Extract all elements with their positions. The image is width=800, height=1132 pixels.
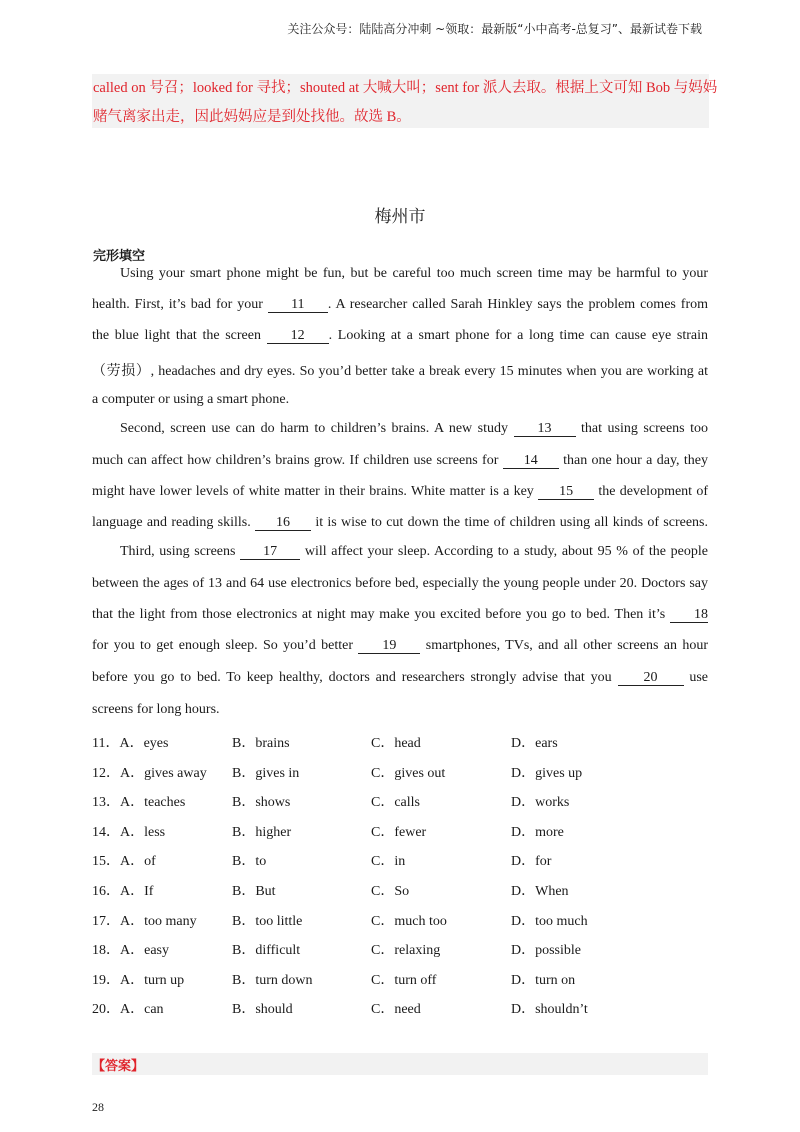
option-a: 17．A．too many	[92, 913, 197, 929]
option-c: C．much too	[371, 913, 447, 929]
option-a: 12．A．gives away	[92, 765, 207, 781]
blank-17: 17	[240, 544, 300, 560]
option-b: B．higher	[232, 824, 292, 840]
option-b: B．shows	[232, 795, 291, 811]
option-b: B．turn down	[232, 972, 313, 988]
blank-15: 15	[538, 484, 594, 500]
option-b: B．to	[232, 854, 267, 870]
blank-16: 16	[255, 515, 311, 531]
option-a: 11．A．eyes	[92, 736, 169, 751]
passage-line: for you to get enough sleep. So you’d better 19 smartphones, TVs, and all other screens an hour	[92, 638, 709, 653]
option-row	[92, 762, 708, 780]
option-d: D．for	[511, 854, 552, 870]
option-a: 15．A．of	[92, 854, 156, 870]
page-header: 关注公众号：陆陆高分冲刺 ~领取：最新版“小中高考-总复习”、最新试卷下载	[287, 22, 702, 36]
option-row	[92, 821, 708, 839]
option-a: 19．A．turn up	[92, 972, 185, 988]
passage-line: the blue light that the screen 12 . Looking at a smart phone for a long time can cause eye strain	[92, 328, 709, 343]
explanation-box	[92, 74, 718, 128]
option-b: B．But	[232, 884, 276, 899]
passage-line: before you go to bed. To keep healthy, doctors and researchers strongly advise that you 20 use	[92, 670, 709, 685]
option-c: C．So	[371, 884, 410, 899]
option-d: D．turn on	[511, 972, 576, 988]
blank-12: 12	[267, 328, 329, 344]
option-d: D．works	[511, 795, 570, 811]
option-d: D．gives up	[511, 765, 583, 781]
option-row	[92, 880, 708, 898]
option-b: B．gives in	[232, 765, 300, 781]
option-d: D．When	[511, 884, 569, 899]
option-c: C．relaxing	[371, 943, 441, 959]
passage-line: Second, screen use can do harm to children’s brains. A new study 13 that using screens too	[120, 421, 709, 436]
passage-line: much can affect how children’s brains grow. If children use screens for 14 than one hour a day, they	[92, 453, 708, 468]
option-a: 13．A．teaches	[92, 795, 186, 811]
passage-line: between the ages of 13 and 64 use electronics before bed, especially the young people under 20. Doctors say	[92, 576, 708, 591]
answer-label: 【答案】	[92, 1059, 145, 1074]
passage-line: that the light from those electronics at night may make you excited before you go to bed. Then it’s 18	[92, 607, 708, 622]
option-a: 18．A．easy	[92, 943, 169, 959]
passage-line: screens for long hours.	[92, 702, 220, 717]
option-c: C．calls	[371, 795, 420, 811]
blank-13: 13	[514, 421, 576, 437]
option-d: D．ears	[511, 736, 558, 751]
passage-line: might have lower levels of white matter in their brains. White matter is a key 15 the development of	[92, 484, 709, 499]
section-city-title: 梅州市	[374, 207, 426, 227]
passage-line: （劳损）, headaches and dry eyes. So you’d better take a break every 15 minutes when you are working at	[92, 364, 708, 379]
option-row	[92, 850, 708, 868]
option-d: D．more	[511, 824, 564, 840]
option-d: D．too much	[511, 913, 588, 929]
option-row	[92, 998, 708, 1016]
option-d: D．possible	[511, 943, 581, 959]
option-row	[92, 969, 708, 987]
passage-line: a computer or using a smart phone.	[92, 392, 290, 407]
passage-line: Third, using screens 17 will affect your sleep. According to a study, about 95 % of the people	[120, 544, 708, 559]
explanation-line: 赌气离家出走，因此妈妈应是到处找他。故选 B。	[93, 109, 411, 125]
option-d: D．shouldn’t	[511, 1002, 588, 1018]
option-b: B．should	[232, 1002, 293, 1018]
passage-line: Using your smart phone might be fun, but be careful too much screen time may be harmful to your	[120, 266, 708, 281]
option-row	[92, 791, 708, 809]
option-b: B．too little	[232, 913, 303, 929]
option-c: C．head	[371, 736, 421, 751]
blank-20: 20	[618, 670, 684, 686]
answer-bar	[92, 1053, 708, 1075]
explanation-line: called on 号召；looked for 寻找；shouted at 大喊大叫；sent for 派人去取。根据上文可知 Bob 与妈妈	[93, 80, 718, 96]
option-row	[92, 910, 708, 928]
option-c: C．need	[371, 1002, 421, 1018]
blank-14: 14	[503, 453, 559, 469]
blank-18: 18	[670, 607, 708, 623]
option-c: C．turn off	[371, 972, 437, 988]
option-c: C．fewer	[371, 824, 427, 840]
option-row	[92, 732, 708, 750]
option-c: C．gives out	[371, 765, 446, 781]
option-b: B．brains	[232, 736, 290, 751]
passage-line: health. First, it’s bad for your 11 . A researcher called Sarah Hinkley says the problem comes from	[92, 297, 709, 312]
option-a: 16．A．If	[92, 884, 154, 899]
section-title: 完形填空	[93, 249, 146, 264]
option-c: C．in	[371, 854, 406, 870]
option-a: 14．A．less	[92, 824, 166, 840]
page-number: 28	[92, 1100, 104, 1114]
option-b: B．difficult	[232, 943, 301, 959]
option-a: 20．A．can	[92, 1002, 164, 1018]
blank-11: 11	[268, 297, 328, 313]
passage-line: language and reading skills. 16 it is wise to cut down the time of children using all kinds of screens.	[92, 515, 709, 530]
option-row	[92, 939, 708, 957]
blank-19: 19	[358, 638, 420, 654]
